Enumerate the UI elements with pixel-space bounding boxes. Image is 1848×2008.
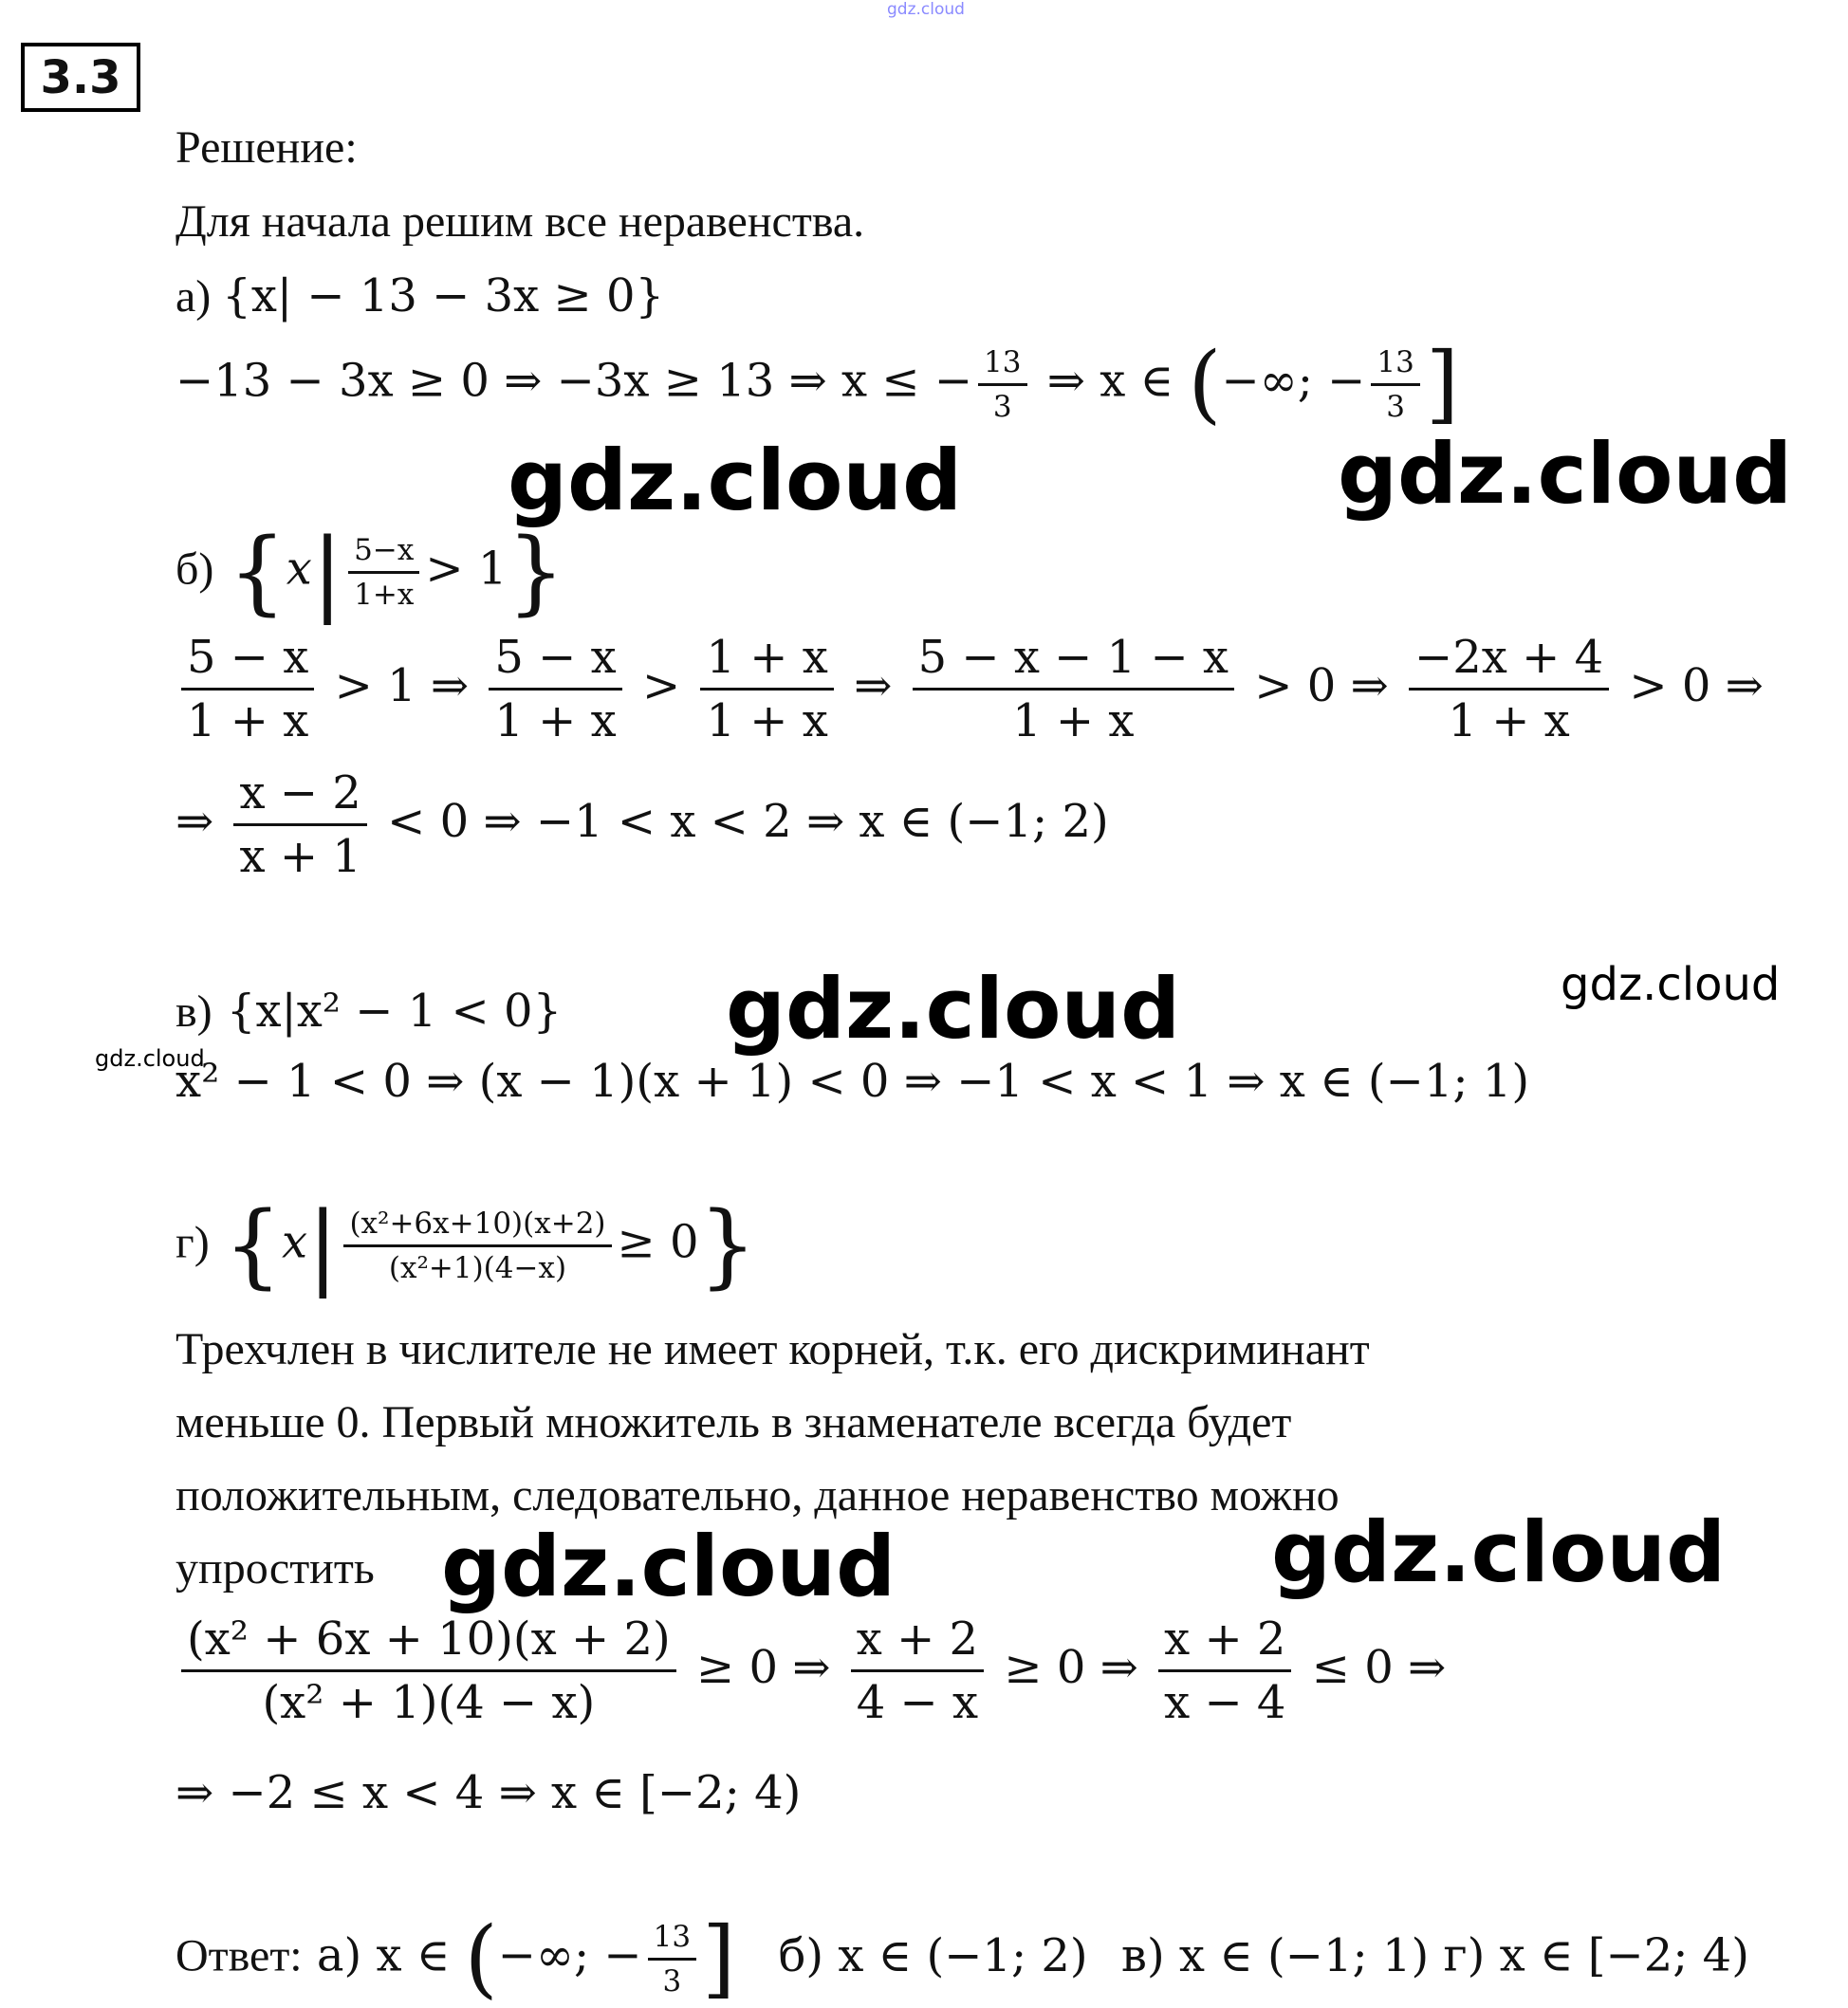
watermark-5: gdz.cloud [95,1045,205,1072]
part-b-set-num: 5−x [348,533,419,574]
part-b-f4-num: 5 − x − 1 − x [913,631,1234,691]
part-g-set-den: (x²+1)(4−x) [388,1250,567,1285]
part-b-line2-start: ⇒ [176,795,214,848]
part-b-f6-den: x + 1 [239,830,361,883]
part-a-set: {x| − 13 − 3x ≥ 0} [222,269,665,322]
part-a-solution [176,334,1459,433]
answer-label: Ответ: [176,1930,303,1981]
part-b-set-den: 1+x [354,577,415,612]
part-g-explanation-2: меньше 0. Первый множитель в знаменателе всегда будет [176,1397,1292,1447]
part-b-line-2 [176,766,1109,883]
part-b-f5-num: −2x + 4 [1409,631,1609,691]
part-g-close-brace: } [698,1192,757,1299]
part-g-rel1: ≥ 0 ⇒ [695,1641,831,1694]
part-g-line-1 [176,1612,1446,1729]
watermark-3: gdz.cloud [1561,958,1781,1011]
part-a-close-bracket: ] [1425,334,1459,433]
part-b-f3-num: 1 + x [700,631,833,691]
part-v-set: {x|x² − 1 < 0} [226,985,563,1038]
watermark-1: gdz.cloud [508,432,963,529]
part-a-frac-num: 13 [978,345,1026,386]
part-g-f3-den: x − 4 [1164,1676,1286,1729]
watermark-4: gdz.cloud [726,960,1181,1058]
answer-a: а) x ∈ [316,1928,451,1982]
part-a-ifrac-num: 13 [1371,345,1419,386]
part-g-final: ⇒ −2 ≤ x < 4 ⇒ x ∈ [−2; 4) [176,1766,802,1819]
part-g-rel2: ≥ 0 ⇒ [1004,1641,1138,1694]
part-a-interval-open: −∞; − [1221,354,1366,408]
part-g-f1-den: (x² + 1)(4 − x) [262,1676,596,1729]
part-b-close-brace: } [507,519,565,625]
part-g-f1-num: (x² + 6x + 10)(x + 2) [181,1612,676,1672]
part-b-f4 [913,631,1234,747]
part-b-f2 [489,631,621,747]
intro-line: Для начала решим все неравенства. [176,196,865,247]
part-v-heading [176,985,562,1038]
task-number: 3.3 [21,43,140,112]
part-b-f6-num: x − 2 [233,766,366,826]
part-b-rel1: > 1 ⇒ [334,659,470,712]
part-a-label: а) [176,271,212,322]
part-b-f2-den: 1 + x [494,694,617,747]
part-g-explanation-4: упростить [176,1543,375,1594]
answer-b: б) x ∈ (−1; 2) [778,1928,1088,1982]
part-g-set-fraction [343,1207,611,1285]
watermark-6: gdz.cloud [441,1518,896,1615]
answer-v: в) x ∈ (−1; 1) [1120,1928,1430,1982]
part-b-bar: | [311,519,343,625]
part-g-f2-num: x + 2 [851,1612,984,1672]
part-g-heading: г) {x| $\frac{\text{(x²+6x+10)(x+2)}}{\text{(x²+1)(4−x)}}$ ≥ 0} [176,1192,757,1299]
part-b-rel4: > 0 ⇒ [1254,659,1389,712]
part-g-bar: | [307,1192,339,1299]
part-g-f3-num: x + 2 [1158,1612,1291,1672]
part-v-label: в) [176,986,213,1037]
watermark-2: gdz.cloud [1338,425,1793,523]
part-b-f3 [700,631,833,747]
part-g-f2 [851,1612,984,1729]
part-b-f3-den: 1 + x [706,694,828,747]
part-g-f3 [1158,1612,1291,1729]
part-g-set-rel: ≥ 0 [617,1215,699,1269]
watermark-7: gdz.cloud [1271,1503,1727,1601]
part-b-rel3: ⇒ [854,659,893,712]
part-b-f5-den: 1 + x [1448,694,1570,747]
answer-a-close-bracket: ] [702,1908,736,2008]
part-a-heading [176,269,664,322]
part-b-rel2: > [641,659,681,712]
top-watermark: gdz.cloud [887,0,965,19]
part-b-f1-den: 1 + x [187,694,309,747]
part-g-f2-den: 4 − x [856,1676,979,1729]
answer-a-open-paren: ( [464,1908,498,2008]
part-g-explanation-1: Трехчлен в числителе не имеет корней, т.к. его дискриминант [176,1324,1370,1374]
part-g-explanation-3: положительным, следовательно, данное неравенство можно [176,1470,1340,1520]
part-b-f1 [181,631,314,747]
part-b-f6 [233,766,366,883]
solution-label: Решение: [176,122,358,173]
part-b-f5 [1409,631,1609,747]
part-b-f4-den: 1 + x [1012,694,1135,747]
answer-g: г) x ∈ [−2; 4) [1443,1928,1749,1982]
part-a-interval-fraction [1371,345,1419,424]
part-v-solution: x² − 1 < 0 ⇒ (x − 1)(x + 1) < 0 ⇒ −1 < x < 1 ⇒ x ∈ (−1; 1) [176,1055,1530,1108]
part-g-open-brace: { [223,1192,283,1299]
part-g-rel3: ≤ 0 ⇒ [1311,1641,1447,1694]
part-b-open-brace: { [228,519,286,625]
answer-a-fraction [648,1920,696,1999]
part-g-set-num: (x²+6x+10)(x+2) [343,1207,611,1247]
answer-a-den: 3 [662,1963,682,1999]
part-a-frac-den: 3 [992,389,1012,424]
part-b-label: б) [176,543,214,595]
part-b-f2-num: 5 − x [489,631,621,691]
part-b-f1-num: 5 − x [181,631,314,691]
part-a-ifrac-den: 3 [1386,389,1405,424]
part-g-label: г) [176,1217,210,1268]
part-b-line2-rest: < 0 ⇒ −1 < x < 2 ⇒ x ∈ (−1; 2) [387,795,1109,848]
part-b-line-1 [176,631,1764,747]
part-b-heading: б) {x| $\frac{5-x}{1+x}$ > 1} [176,519,565,625]
part-b-set-rel: > 1 [425,542,508,596]
part-g-f1 [181,1612,676,1729]
part-b-set-fraction [348,533,419,612]
part-a-open-paren: ( [1188,334,1222,433]
answer-a-interval-open: −∞; − [497,1928,642,1982]
part-a-fraction [978,345,1026,424]
part-a-chain: −13 − 3x ≥ 0 ⇒ −3x ≥ 13 ⇒ x ≤ − [176,354,973,408]
answer-a-num: 13 [648,1920,696,1961]
answer-line [176,1908,1749,2008]
part-b-rel5: > 0 ⇒ [1629,659,1764,712]
part-a-implies: ⇒ x ∈ [1046,354,1174,408]
